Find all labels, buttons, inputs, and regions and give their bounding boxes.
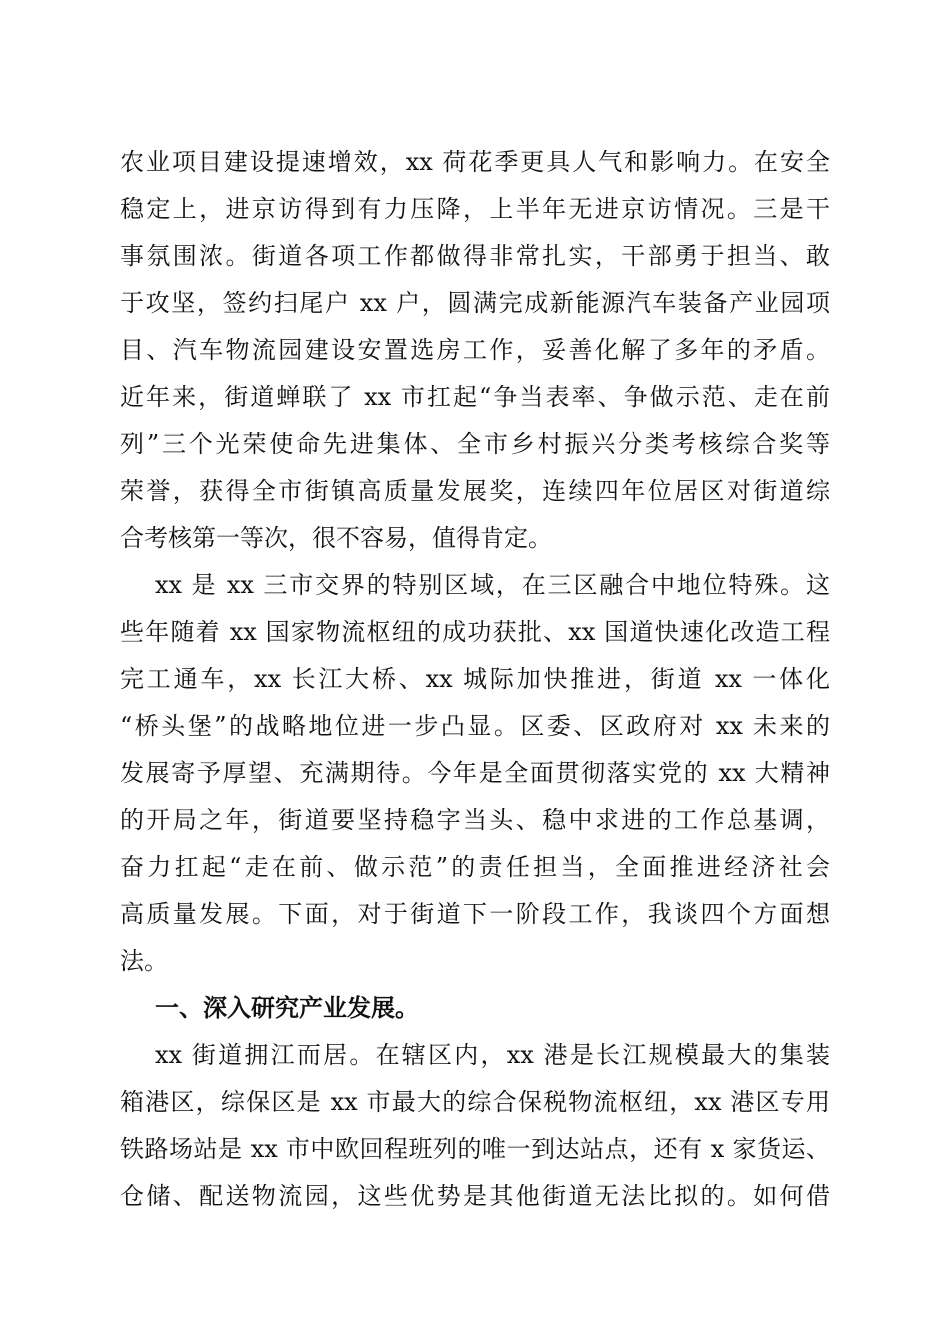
paragraph-3-line-3: 铁路场站是 xx 市中欧回程班列的唯一到达站点，还有 x 家货运、 (120, 1135, 830, 1163)
section-heading: 一、深入研究产业发展。 (155, 994, 419, 1022)
paragraph-1-line-2: 稳定上，进京访得到有力压降，上半年无进京访情况。三是干 (120, 195, 830, 223)
paragraph-1-line-5: 目、汽车物流园建设安置选房工作，妥善化解了多年的矛盾。 (120, 336, 830, 364)
paragraph-2-line-7: 奋力扛起“走在前、做示范”的责任担当，全面推进经济社会 (120, 853, 830, 881)
paragraph-1-line-1: 农业项目建设提速增效，xx 荷花季更具人气和影响力。在安全 (120, 148, 830, 176)
paragraph-1-line-8: 荣誉，获得全市街镇高质量发展奖，连续四年位居区对街道综 (120, 477, 830, 505)
paragraph-3-line-2: 箱港区，综保区是 xx 市最大的综合保税物流枢纽，xx 港区专用 (120, 1088, 830, 1116)
paragraph-2-line-6: 的开局之年，街道要坚持稳字当头、稳中求进的工作总基调， (120, 806, 830, 834)
paragraph-1-line-3: 事氛围浓。街道各项工作都做得非常扎实，干部勇于担当、敢 (120, 242, 830, 270)
paragraph-3-line-4: 仓储、配送物流园，这些优势是其他街道无法比拟的。如何借 (120, 1182, 830, 1210)
paragraph-1-line-9: 合考核第一等次，很不容易，值得肯定。 (120, 524, 552, 552)
paragraph-2-line-1: xx 是 xx 三市交界的特别区域，在三区融合中地位特殊。这 (155, 571, 830, 599)
paragraph-2-line-8: 高质量发展。下面，对于街道下一阶段工作，我谈四个方面想 (120, 900, 830, 928)
paragraph-2-line-4: “桥头堡”的战略地位进一步凸显。区委、区政府对 xx 未来的 (120, 712, 830, 740)
paragraph-2-line-3: 完工通车，xx 长江大桥、xx 城际加快推进，街道 xx 一体化 (120, 665, 830, 693)
paragraph-2-line-2: 些年随着 xx 国家物流枢纽的成功获批、xx 国道快速化改造工程 (120, 618, 830, 646)
paragraph-1-line-4: 于攻坚，签约扫尾户 xx 户，圆满完成新能源汽车装备产业园项 (120, 289, 830, 317)
paragraph-3-line-1: xx 街道拥江而居。在辖区内，xx 港是长江规模最大的集装 (155, 1041, 830, 1069)
paragraph-2-line-5: 发展寄予厚望、充满期待。今年是全面贯彻落实党的 xx 大精神 (120, 759, 830, 787)
paragraph-2-line-9: 法。 (120, 947, 168, 975)
paragraph-1-line-6: 近年来，街道蝉联了 xx 市扛起“争当表率、争做示范、走在前 (120, 383, 830, 411)
paragraph-1-line-7: 列”三个光荣使命先进集体、全市乡村振兴分类考核综合奖等 (120, 430, 830, 458)
